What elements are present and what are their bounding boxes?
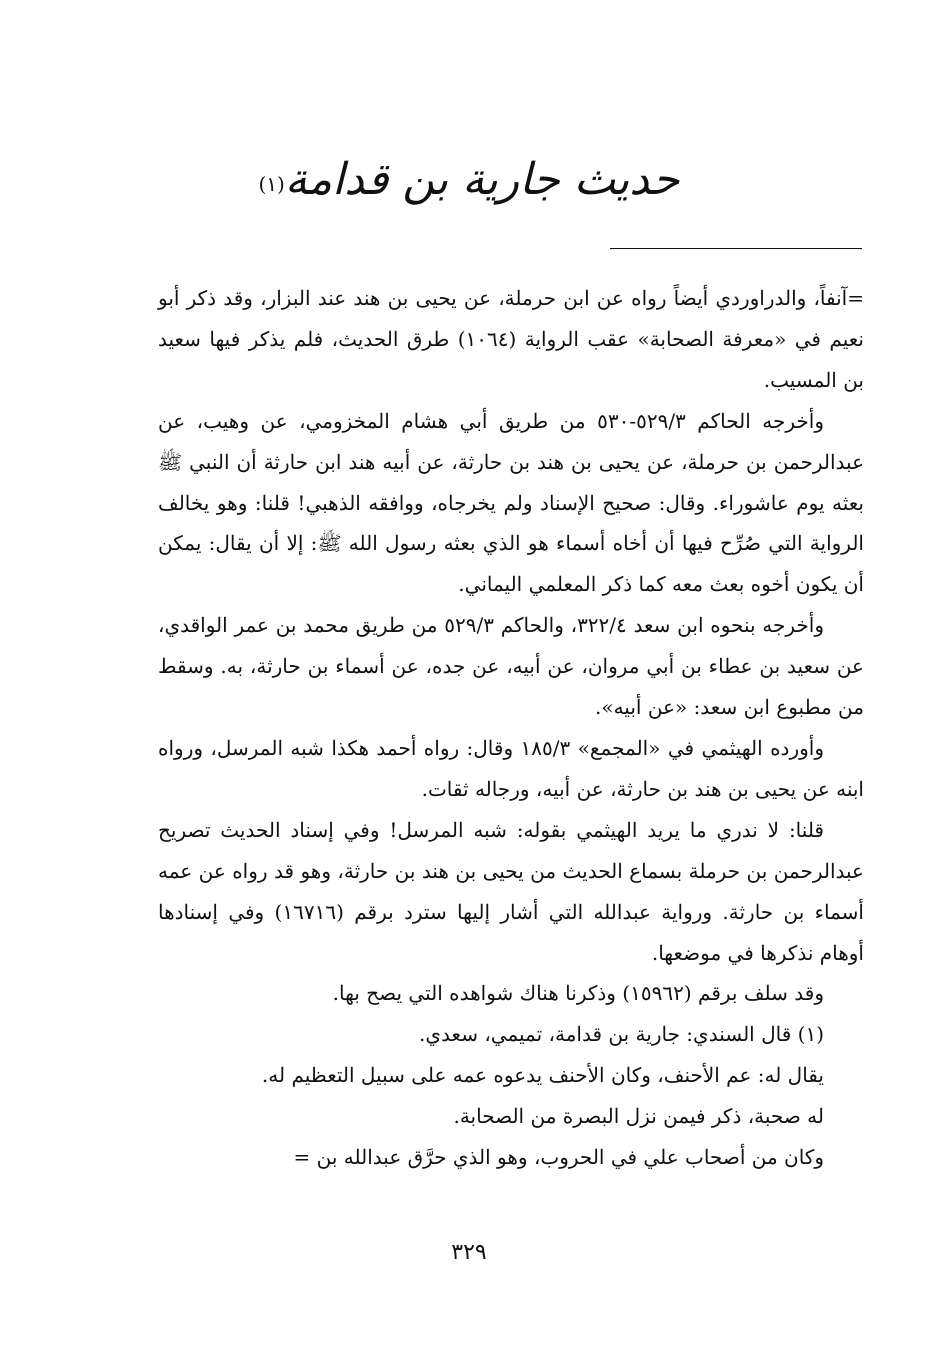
chapter-title-text: حديث جارية بن قدامة bbox=[284, 154, 680, 205]
footnote-line: (١) قال السندي: جارية بن قدامة، تميمي، سعدي. bbox=[419, 1022, 824, 1047]
commentary-paragraph-ibn-saad: وأخرجه بنحوه ابن سعد ٣٢٢/٤، والحاكم ٥٢٩/٣ من طريق محمد بن عمر الواقدي، عن سعيد بن عطاء بن أبي مروان، عن أبيه، عن جده، عن أسماء بن حارثة، به. وسقط من مطبوع ابن سعد: «عن أبيه». bbox=[158, 613, 864, 720]
commentary-paragraph-discussion: قلنا: لا ندري ما يريد الهيثمي بقوله: شبه المرسل! وفي إسناد الحديث تصريح عبدالرحمن بن حرملة بسماع الحديث من يحيى بن هند بن حارثة، وهو قد رواه عن عمه أسماء بن حارثة. ورواية عبدالله التي أشار إليها سترد برقم (١٦٧١٦) وفي إسنادها أوهام نذكرها في موضعها. bbox=[158, 817, 864, 965]
commentary-paragraph-continuation: =آنفاً، والدراوردي أيضاً رواه عن ابن حرملة، عن يحيى بن هند عند البزار، وقد ذكر أبو نعيم في «معرفة الصحابة» عقب الرواية (١٠٦٤) طرق الحديث، فلم يذكر فيها سعيد بن المسيب. bbox=[158, 286, 864, 392]
chapter-heading bbox=[0, 150, 938, 210]
footnote-line: له صحبة، ذكر فيمن نزل البصرة من الصحابة. bbox=[453, 1104, 824, 1129]
footnote-line: وكان من أصحاب علي في الحروب، وهو الذي حرَّق عبدالله بن = bbox=[293, 1145, 824, 1170]
commentary-paragraph-hakim: وأخرجه الحاكم ٥٢٩/٣-٥٣٠ من طريق أبي هشام المخزومي، عن وهيب، عن عبدالرحمن بن حرملة، عن يحيى بن هند بن حارثة، عن أبيه هند ابن حارثة أن النبي ﷺ بعثه يوم عاشوراء. وقال: صحيح الإسناد ولم يخرجاه، ووافقه الذهبي! قلنا: وهو يخالف الرواية التي صُرِّح فيها أن أخاه أسماء هو الذي بعثه رسول الله ﷺ: إلا أن يقال: يمكن أن يكون أخوه بعث معه كما ذكر المعلمي اليماني. bbox=[158, 408, 864, 597]
footnote-line: يقال له: عم الأحنف، وكان الأحنف يدعوه عمه على سبيل التعظيم له. bbox=[261, 1063, 824, 1088]
footnote-block bbox=[158, 1014, 864, 1178]
commentary-paragraph-cross-reference: وقد سلف برقم (١٥٩٦٢) وذكرنا هناك شواهده التي يصح بها. bbox=[332, 981, 824, 1006]
page-number: ٣٢٩ bbox=[451, 1240, 487, 1265]
commentary-body bbox=[158, 278, 864, 1178]
title-footnote-marker: (١) bbox=[258, 172, 285, 196]
footnote-separator-rule bbox=[610, 248, 862, 249]
chapter-title bbox=[258, 150, 679, 210]
commentary-paragraph-haythami: وأورده الهيثمي في «المجمع» ١٨٥/٣ وقال: رواه أحمد هكذا شبه المرسل، ورواه ابنه عن يحيى بن هند بن حارثة، عن أبيه، ورجاله ثقات. bbox=[158, 735, 864, 801]
